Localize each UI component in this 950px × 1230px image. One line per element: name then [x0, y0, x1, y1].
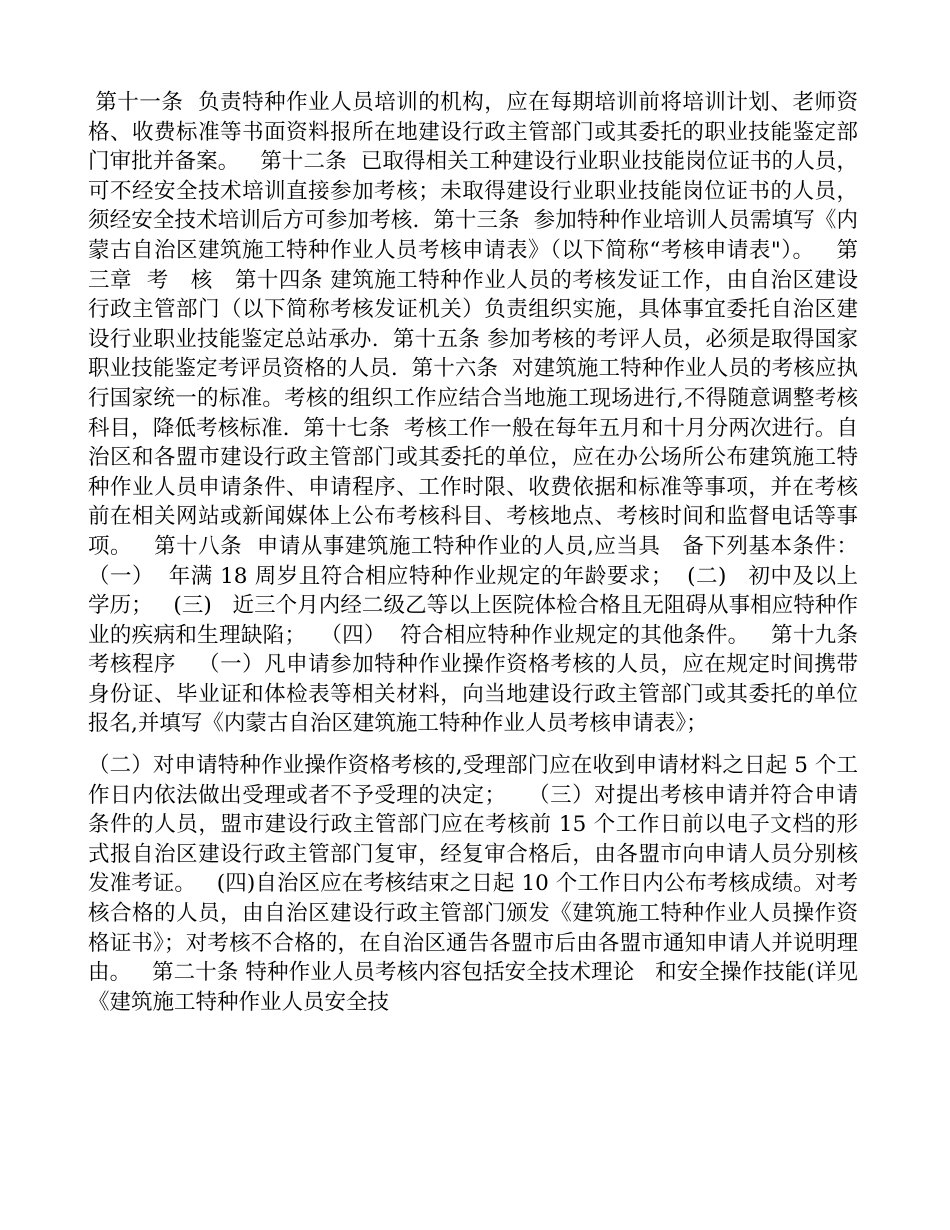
body-paragraph-2: （二）对申请特种作业操作资格考核的,受理部门应在收到申请材料之日起 5 个工作日内依法做出受理或者不予受理的决定； （三）对提出考核申请并符合申请条件的人员，盟市建设行政主管部门应在考核前 15 个工作日前以电子文档的形式报自治区建设行政主管部门复审，经复审合格后，由各盟市向申请人员分别核发准考证。 (四)自治区应在考核结束之日起 10 个工作日内公布考核成绩。对考核合格的人员，由自治区建设行政主管部门颁发《建筑施工特种作业人员操作资格证书》；对考核不合格的，在自治区通告各盟市后由各盟市通知申请人并说明理由。 第二十条 特种作业人员考核内容包括安全技术理论 和安全操作技能(详见《建筑施工特种作业人员安全技: [88, 753, 858, 1015]
document-page: [88, 88, 872, 1017]
body-paragraph-1: 第十一条 负责特种作业人员培训的机构，应在每期培训前将培训计划、老师资格、收费标准等书面资料报所在地建设行政主管部门或其委托的职业技能鉴定部门审批并备案。 第十二条 已取得相关工种建设行业职业技能岗位证书的人员，可不经安全技术培训直接参加考核；未取得建设行业职业技能岗位证书的人员，须经安全技术培训后方可参加考核. 第十三条 参加特种作业培训人员需填写《内蒙古自治区建筑施工特种作业人员考核申请表》（以下简称“考核申请表"）。 第三章 考 核 第十四条 建筑施工特种作业人员的考核发证工作，由自治区建设行政主管部门（以下简称考核发证机关）负责组织实施，具体事宜委托自治区建设行业职业技能鉴定总站承办. 第十五条 参加考核的考评人员，必须是取得国家职业技能鉴定考评员资格的人员. 第十六条 对建筑施工特种作业人员的考核应执行国家统一的标准。考核的组织工作应结合当地施工现场进行,不得随意调整考核科目，降低考核标准. 第十七条 考核工作一般在每年五月和十月分两次进行。自治区和各盟市建设行政主管部门或其委托的单位，应在办公场所公布建筑施工特种作业人员申请条件、申请程序、工作时限、收费依据和标准等事项，并在考核前在相关网站或新闻媒体上公布考核科目、考核地点、考核时间和监督电话等事项。 第十八条 申请从事建筑施工特种作业的人员,应当具 备下列基本条件： （一） 年满 18 周岁且符合相应特种作业规定的年龄要求； (二) 初中及以上学历； (三) 近三个月内经二级乙等以上医院体检合格且无阻碍从事相应特种作业的疾病和生理缺陷； （四） 符合相应特种作业规定的其他条件。 第十九条 考核程序 （一）凡申请参加特种作业操作资格考核的人员，应在规定时间携带身份证、毕业证和体检表等相关材料，向当地建设行政主管部门或其委托的单位报名,并填写《内蒙古自治区建筑施工特种作业人员考核申请表》；: [88, 90, 872, 737]
